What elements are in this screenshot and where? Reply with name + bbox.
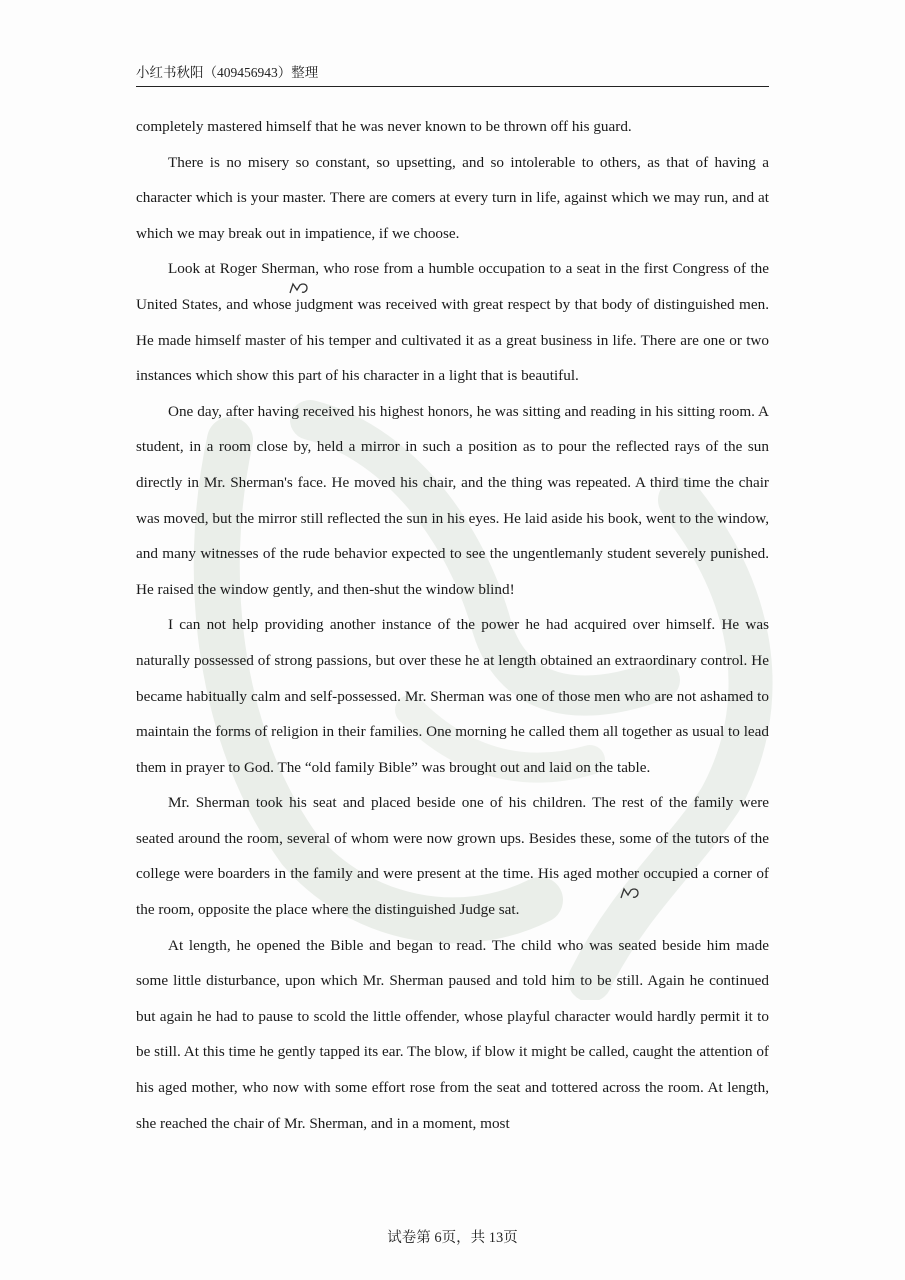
handwritten-mark-icon [619,886,641,900]
page-header [136,64,769,87]
handwritten-mark-icon [288,281,310,295]
header-text: 小红书秋阳（409456943）整理 [136,65,319,80]
paragraph: Mr. Sherman took his seat and placed beside one of his children. The rest of the family were seated around the room, several of whom were now grown ups. Besides these, some of the tutors of the college were boarders in the family and were present at the time. His aged mother occupied a corner of the room, opposite the place where the distinguished Judge sat. [136,794,769,919]
paragraph: I can not help providing another instance of the power he had acquired over himself. He was naturally possessed of strong passions, but over these he at length obtained an extraordinary control. He became habitually calm and self-possessed. Mr. Sherman was one of those men who are not ashamed to maintain the forms of religion in their families. One morning he called them all together as usual to lead them in prayer to God. The “old family Bible” was brought out and laid on the table. [136,616,769,776]
body-text [136,109,769,1141]
paragraph: At length, he opened the Bible and began to read. The child who was seated beside him made some little disturbance, upon which Mr. Sherman paused and told him to be still. Again he continued but again he had to pause to scold the little offender, whose playful character would hardly permit it to be still. At this time he gently tapped its ear. The blow, if blow it might be called, caught the attention of his aged mother, who now with some effort rose from the seat and tottered across the room. At length, she reached the chair of Mr. Sherman, and in a moment, most [136,936,769,1132]
page-number: 试卷第 6页，共 13页 [387,1230,518,1246]
paragraph: There is no misery so constant, so upsetting, and so intolerable to others, as that of having a character which is your master. There are comers at every turn in life, against which we may run, and at which we may break out in impatience, if we choose. [136,153,769,242]
paragraph: One day, after having received his highest honors, he was sitting and reading in his sitting room. A student, in a room close by, held a mirror in such a position as to pour the reflected rays of the sun directly in Mr. Sherman's face. He moved his chair, and the thing was repeated. A third time the chair was moved, but the mirror still reflected the sun in his eyes. He laid aside his book, went to the window, and many witnesses of the rude behavior expected to see the ungentlemanly student severely punished. He raised the window gently, and then-shut the window blind! [136,402,769,598]
page-footer [0,1226,905,1247]
paragraph: completely mastered himself that he was never known to be thrown off his guard. [136,118,632,135]
paragraph: Look at Roger Sherman, who rose from a humble occupation to a seat in the first Congress of the United States, and whose judgment was received with great respect by that body of distinguished men. He made himself master of his temper and cultivated it as a great business in life. There are one or two instances which show this part of his character in a light that is beautiful. [136,260,769,385]
